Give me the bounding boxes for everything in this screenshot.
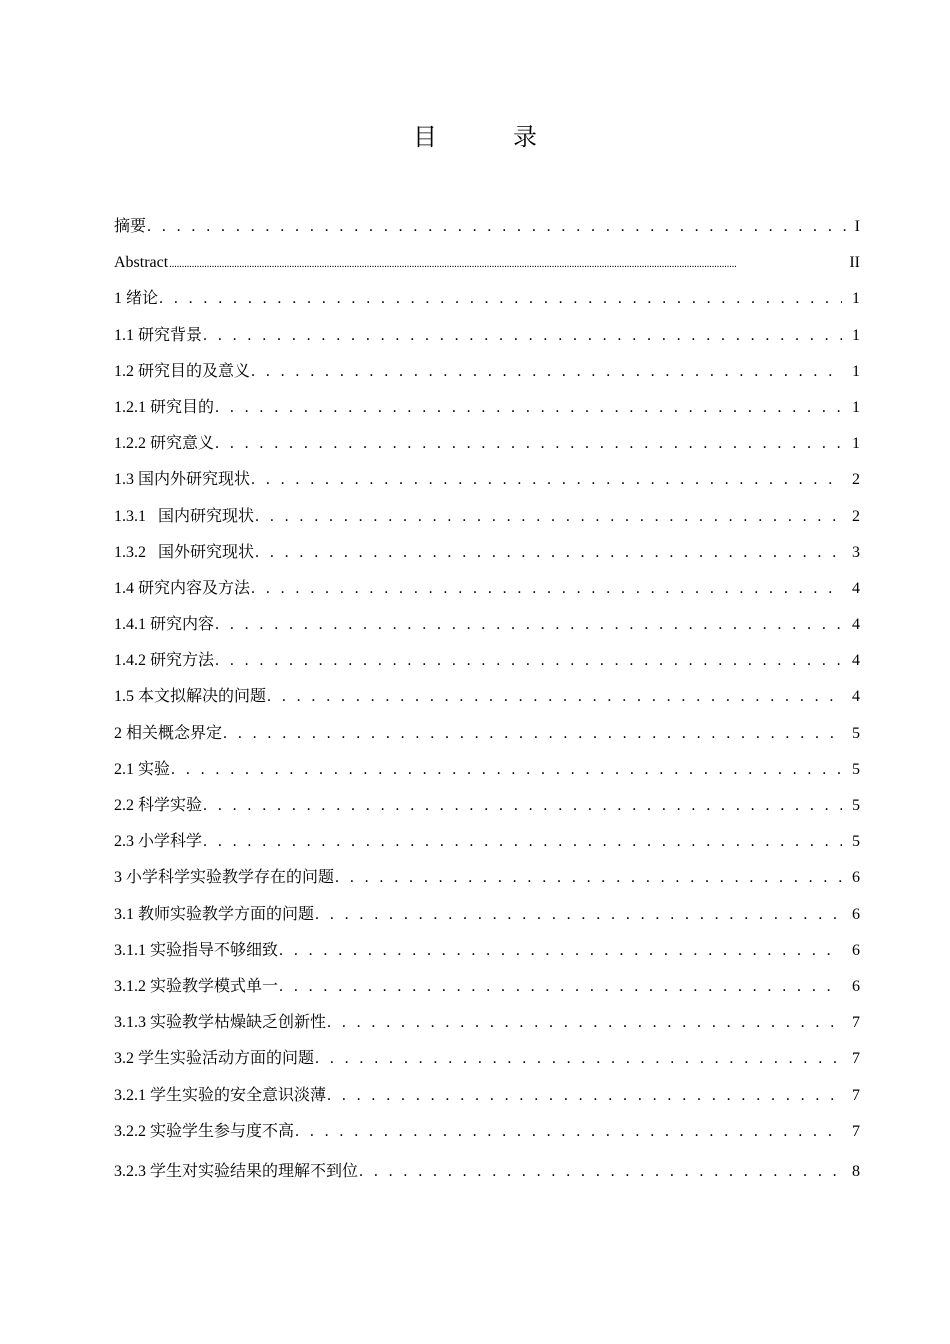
toc-leader-dots <box>279 969 842 1005</box>
toc-leader-dots <box>169 247 848 283</box>
toc-leader-dots <box>215 643 842 679</box>
toc-entry[interactable] <box>114 716 860 752</box>
toc-leader-dots <box>203 318 842 354</box>
toc-entry-page: 5 <box>852 833 860 851</box>
toc-entry-page: 4 <box>852 688 860 706</box>
toc-entry[interactable] <box>114 318 860 354</box>
toc-entry[interactable] <box>114 390 860 426</box>
toc-entry[interactable] <box>114 209 860 245</box>
toc-leader-dots <box>255 535 842 571</box>
toc-entry[interactable] <box>114 462 860 498</box>
toc-leader-dots <box>327 1005 842 1041</box>
toc-leader-dots <box>315 1041 842 1077</box>
toc-leader-dots <box>223 716 842 752</box>
toc-list <box>114 209 860 1190</box>
toc-entry-label: 1.3.2 国外研究现状 <box>114 543 255 561</box>
toc-entry[interactable] <box>114 824 860 860</box>
toc-leader-dots <box>251 571 842 607</box>
toc-entry-page: 6 <box>852 977 860 995</box>
toc-entry-label: 3.1.1 实验指导不够细致 <box>114 941 279 959</box>
toc-entry-label: 1.2.1 研究目的 <box>114 398 215 416</box>
toc-entry-label: 3.1.2 实验教学模式单一 <box>114 977 279 995</box>
toc-entry-page: 7 <box>852 1050 860 1068</box>
toc-entry-label: 3.2.3 学生对实验结果的理解不到位 <box>114 1162 359 1180</box>
toc-entry[interactable] <box>114 499 860 535</box>
toc-entry-page: 2 <box>852 507 860 525</box>
toc-entry[interactable] <box>114 788 860 824</box>
toc-entry-label: 1.2.2 研究意义 <box>114 435 215 453</box>
toc-leader-dots <box>267 679 842 715</box>
toc-entry-page: 1 <box>852 398 860 416</box>
toc-leader-dots <box>171 752 842 788</box>
toc-entry[interactable] <box>114 571 860 607</box>
toc-entry[interactable] <box>114 933 860 969</box>
toc-entry[interactable] <box>114 897 860 933</box>
toc-entry-page: 7 <box>852 1122 860 1140</box>
toc-entry[interactable] <box>114 354 860 390</box>
toc-entry-page: 1 <box>852 362 860 380</box>
toc-entry[interactable] <box>114 1041 860 1077</box>
toc-entry-page: 4 <box>852 616 860 634</box>
toc-entry-page: 4 <box>852 579 860 597</box>
toc-entry-page: 7 <box>852 1014 860 1032</box>
toc-leader-dots <box>251 354 842 390</box>
toc-entry-label: 1.3.1 国内研究现状 <box>114 507 255 525</box>
toc-entry-page: 7 <box>852 1086 860 1104</box>
toc-leader-dots <box>203 824 842 860</box>
toc-entry-label: 3.1.3 实验教学枯燥缺乏创新性 <box>114 1014 327 1032</box>
toc-entry-label: 3.2 学生实验活动方面的问题 <box>114 1050 315 1068</box>
toc-leader-dots <box>255 499 842 535</box>
toc-entry-label: 摘要 <box>114 218 147 235</box>
toc-entry-label: 1.4.1 研究内容 <box>114 616 215 634</box>
toc-entry-label: 1.4 研究内容及方法 <box>114 579 251 597</box>
toc-entry[interactable] <box>114 1154 860 1190</box>
toc-entry[interactable] <box>114 752 860 788</box>
toc-entry-label: Abstract <box>114 254 169 272</box>
toc-entry-label: 2.2 科学实验 <box>114 797 203 814</box>
toc-entry-page: 8 <box>852 1162 860 1180</box>
toc-entry-label: 2 相关概念界定 <box>114 724 223 742</box>
toc-entry-label: 3.2.2 实验学生参与度不高 <box>114 1122 295 1140</box>
toc-entry[interactable] <box>114 860 860 896</box>
toc-leader-dots <box>147 209 849 245</box>
toc-entry-page: 5 <box>852 760 860 778</box>
toc-entry-label: 3.1 教师实验教学方面的问题 <box>114 905 315 923</box>
toc-entry-page: I <box>854 218 860 235</box>
toc-entry[interactable] <box>114 426 860 462</box>
toc-entry[interactable] <box>114 607 860 643</box>
toc-entry[interactable] <box>114 643 860 679</box>
toc-entry-label: 1.1 研究背景 <box>114 326 203 344</box>
toc-entry-page: 1 <box>852 290 860 308</box>
toc-entry-label: 1.3 国内外研究现状 <box>114 471 251 489</box>
toc-entry-page: 5 <box>852 724 860 742</box>
toc-entry[interactable] <box>114 281 860 317</box>
toc-entry-page: 2 <box>852 471 860 489</box>
toc-entry-label: 1 绪论 <box>114 290 159 308</box>
toc-entry-page: II <box>849 254 860 272</box>
toc-entry-page: 6 <box>852 869 860 887</box>
toc-entry-label: 1.5 本文拟解决的问题 <box>114 688 267 706</box>
toc-leader-dots <box>215 607 842 643</box>
toc-entry-page: 6 <box>852 905 860 923</box>
toc-entry-page: 1 <box>852 326 860 344</box>
toc-entry-label: 2.3 小学科学 <box>114 833 203 851</box>
toc-leader-dots <box>335 860 842 896</box>
toc-entry[interactable] <box>114 1005 860 1041</box>
toc-leader-dots <box>215 426 842 462</box>
toc-entry-page: 5 <box>852 797 860 814</box>
toc-entry[interactable] <box>114 245 860 281</box>
toc-leader-dots <box>279 933 842 969</box>
toc-title: 目 录 <box>413 125 563 151</box>
toc-leader-dots <box>327 1078 842 1114</box>
toc-entry-page: 4 <box>852 652 860 670</box>
toc-leader-dots <box>295 1114 842 1150</box>
toc-entry-label: 1.2 研究目的及意义 <box>114 362 251 380</box>
toc-entry-label: 2.1 实验 <box>114 760 171 778</box>
toc-leader-dots <box>315 897 842 933</box>
toc-entry-page: 3 <box>852 543 860 561</box>
toc-leader-dots <box>203 788 842 824</box>
toc-entry[interactable] <box>114 535 860 571</box>
toc-entry[interactable] <box>114 969 860 1005</box>
toc-entry[interactable] <box>114 1114 860 1150</box>
toc-leader-dots <box>359 1154 842 1190</box>
toc-entry-label: 3 小学科学实验教学存在的问题 <box>114 869 335 887</box>
toc-entry-label: 1.4.2 研究方法 <box>114 652 215 670</box>
toc-entry-page: 1 <box>852 435 860 453</box>
toc-leader-dots <box>251 462 842 498</box>
toc-leader-dots <box>159 281 842 317</box>
toc-entry-page: 6 <box>852 941 860 959</box>
toc-entry-label: 3.2.1 学生实验的安全意识淡薄 <box>114 1086 327 1104</box>
toc-entry[interactable] <box>114 1078 860 1114</box>
toc-leader-dots <box>215 390 842 426</box>
toc-entry[interactable] <box>114 679 860 715</box>
